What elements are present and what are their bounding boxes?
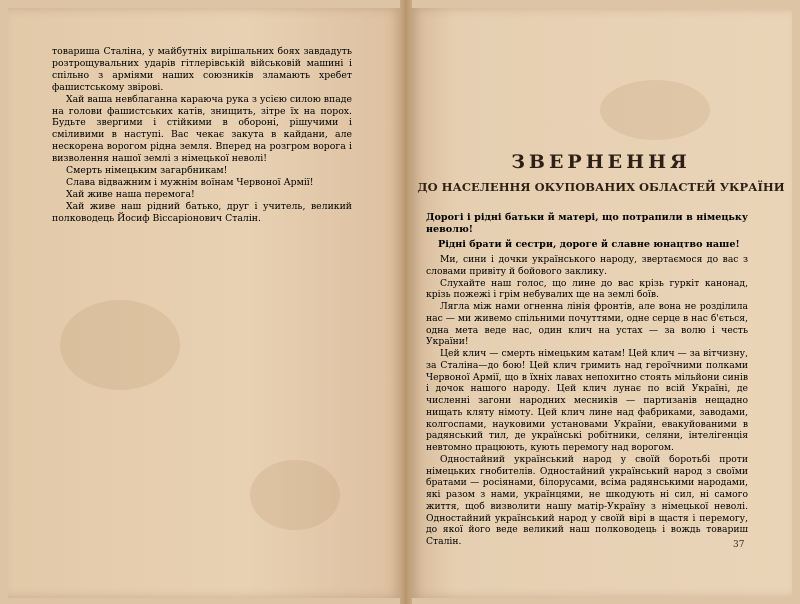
- paragraph: Цей клич — смерть німецьким катам! Цей клич — за вітчизну, за Сталіна—до бою! Цей клич гримить над героїчними полками Червоної Армії, що в їхніх лавах непохитно стоять мільйони синів і дочок нашого народу. Цей клич лунає по всій Україні, де численні загони народних месників — партизанів нещадно нищать кляту німоту. Цей клич линe над фабриками, заводами, колгоспами, науковими установами України, евакуйованими в радянський тил, де українські робітники, селяни, інтелігенція невтомно працюють, кують перемогу над ворогом.: [426, 348, 748, 453]
- paragraph: Лягла між нами огненна лінія фронтів, але вона не розділила нас — ми живемо спільними почуттями, одне серце в нас б'ється, одна мета веде нас, один клич на устах — за волю і честь України!: [426, 301, 748, 348]
- appeal-intro: [426, 212, 748, 254]
- right-page-text: [426, 254, 748, 548]
- paper-stain: [600, 80, 710, 140]
- paragraph: Одностайний український народ у своїй боротьбі проти німецьких гнобителів. Одностайний український народ з своїми братами — росіянами, білорусами, всіма радянськими народами, які разом з нами, українцями, не шкодують ні сил, ні самого життя, щоб визволити нашу матір-Україну з німецької неволі. Одностайний український народ у своїй вірі в щастя і перемогу, до якої його веде великий наш полководець і вождь товариш Сталін.: [426, 453, 748, 547]
- left-page-text: [52, 46, 352, 225]
- intro-line: Дорогі і рідні батьки й матері, що потрапили в німецьку неволю!: [426, 212, 748, 235]
- paragraph: Хай живе наш рідний батько, друг і учитель, великий полководець Йосиф Віссаріонович Сталін.: [52, 200, 352, 224]
- document-title: ЗВЕРНЕННЯ: [511, 151, 691, 173]
- page-number: 37: [733, 540, 745, 550]
- document-subtitle: ДО НАСЕЛЕННЯ ОКУПОВАНИХ ОБЛАСТЕЙ УКРАЇНИ: [417, 180, 785, 194]
- paragraph: Ми, сини і дочки українського народу, звертаємося до вас з словами привіту й бойового заклику.: [426, 254, 748, 277]
- paragraph: товариша Сталіна, у майбутніх вирішальних боях завдадуть розтрощувальних ударів гітлерівській військовій машині і спільно з арміями наших союзників зламають хребет фашистському звірові.: [52, 46, 352, 93]
- intro-line: Рідні брати й сестри, дороге й славне юнацтво наше!: [438, 239, 740, 250]
- paragraph: Смерть німецьким загарбникам!: [66, 165, 228, 177]
- paper-stain: [60, 300, 180, 390]
- paragraph: Хай ваша невблаганна караюча рука з усією силою впаде на голови фашистських катів, знищить, зітре їх на порох. Будьте звергими і стійкими в обороні, рішучими і сміливими в наступі. Вас чекає закута в кайдани, але нескорена ворогом рідна земля. Вперед на розгром ворога і визволення нашої землі з німецької неволі!: [52, 93, 352, 165]
- paper-stain: [250, 460, 340, 530]
- paragraph: Хай живе наша перемога!: [66, 188, 195, 200]
- paragraph: Слава відважним і мужнім воїнам Червоної Армії!: [66, 176, 314, 188]
- paragraph: Слухайте наш голос, що лине до вас крізь гуркіт канонад, крізь пожежі і грім небувалих ще на землі боїв.: [426, 277, 748, 301]
